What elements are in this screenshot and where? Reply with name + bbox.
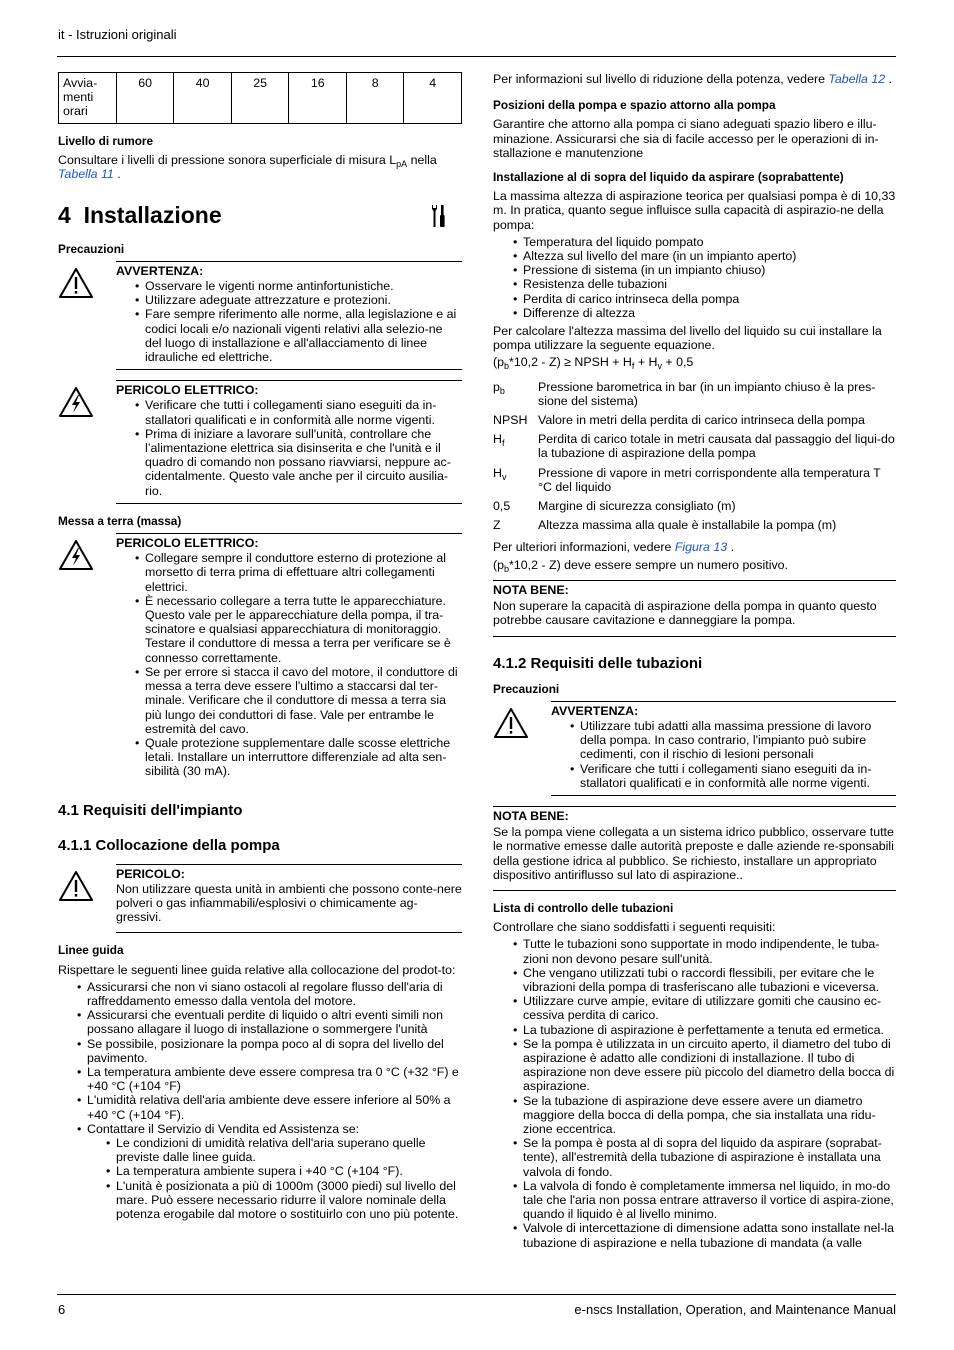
definition-desc: Altezza massima alla quale è installabile la pompa (m): [538, 518, 837, 533]
figure-13-link[interactable]: Figura 13: [674, 540, 728, 555]
term-text: H: [493, 432, 502, 447]
list-item: • Verificare che tutti i collegamenti siano eseguiti da in-stallatori qualificati e in conformità alle norme vigenti.: [570, 762, 896, 790]
list-item: • Prima di iniziare a lavorare sull'unità, controllare che l’alimentazione elettrica sia disinserita e che l'unità e il quadro di comando non possano riavviarsi, neppure ac-cidentalmente. Questo vale anche per il circuito ausilia-rio.: [135, 427, 462, 498]
list-item: • Se la tubazione di aspirazione deve essere avere un diametro maggiore della bocca di della pompa, che sia installata una ridu-zione eccentrica.: [513, 1094, 896, 1137]
list-item: • Utilizzare tubi adatti alla massima pressione di lavoro della pompa. In caso contrario, l'impianto può subire cedimenti, con il rischio di lesioni personali: [570, 719, 896, 762]
list-item: • Se la pompa è posta al di sopra del liquido da aspirare (soprabat-tente), all'estremità della tubazione di aspirazione è installata una valvola di fondo.: [513, 1136, 896, 1179]
definition-desc: Perdita di carico totale in metri causata dal passaggio del liqui-do la tubazione di aspirazione della pompa: [538, 432, 895, 461]
electric-danger-notice: [58, 380, 462, 504]
list-item: • Se la pompa è utilizzata in un circuito aperto, il diametro del tubo di aspirazione è adatto alle condizioni di installazione. Il tubo di aspirazione non deve essere più piccolo del diametro della bocca di aspirazione.: [513, 1037, 896, 1094]
table-cell: 40: [174, 73, 232, 124]
list-item: • Assicurarsi che eventuali perdite di liquido o altri eventi simili non possano allagare il luogo di installazione o sommergere l'unità: [77, 1008, 462, 1036]
list-item: • Perdita di carico intrinseca della pompa: [513, 292, 896, 306]
electric-danger-title: PERICOLO ELETTRICO:: [116, 383, 259, 398]
derating-text: Per informazioni sul livello di riduzione della potenza, vedere: [493, 72, 829, 86]
definition-row: [493, 499, 896, 513]
list-item: • Utilizzare adeguate attrezzature e protezioni.: [135, 293, 462, 307]
list-item: • Che vengano utilizzati tubi o raccordi flessibili, per evitare che le vibrazioni della pompa di trasferiscano alle tubazioni e viceversa.: [513, 966, 896, 994]
header-rule: [57, 56, 896, 57]
warning-list: [570, 719, 896, 790]
warning-triangle-icon: [58, 261, 116, 370]
term-text: Z: [493, 518, 501, 533]
positive-text: (p: [493, 557, 505, 572]
more-info-end: .: [727, 540, 735, 555]
definition-desc: Pressione di vapore in metri corrispondente alla temperatura T °C del liquido: [538, 465, 881, 494]
eq-part: + 0,5: [661, 355, 694, 370]
manual-title: e-nscs Installation, Operation, and Maintenance Manual: [574, 1302, 896, 1317]
list-item: • La tubazione di aspirazione è perfettamente a tenuta ed ermetica.: [513, 1023, 896, 1037]
warning-list: [135, 279, 462, 364]
warning-notice-2: [493, 701, 896, 796]
warning-title: AVVERTENZA:: [551, 703, 639, 718]
precautions-heading: Precauzioni: [58, 241, 125, 256]
starts-per-hour-table: [58, 72, 462, 124]
list-item: • Utilizzare curve ampie, evitare di utilizzare gomiti che causino ec-cessiva perdita di carico.: [513, 994, 896, 1022]
positive-sub: b: [504, 563, 510, 574]
list-item: • Pressione di sistema (in un impianto chiuso): [513, 263, 896, 277]
list-item: • Temperatura del liquido pompato: [513, 235, 896, 249]
warning-title: AVVERTENZA:: [116, 263, 204, 278]
more-info-paragraph: [493, 540, 896, 554]
warning-triangle-icon: [58, 864, 116, 934]
note-text: Non superare la capacità di aspirazione della pompa in quanto questo potrebbe causare cavitazione e danneggiare la pompa.: [493, 599, 877, 628]
list-item: • Osservare le vigenti norme antinfortunistiche.: [135, 279, 462, 293]
list-item: • Altezza sul livello del mare (in un impianto aperto): [513, 249, 896, 263]
checklist-intro: Controllare che siano soddisfatti i seguenti requisiti:: [493, 920, 776, 935]
derating-paragraph: [493, 72, 896, 86]
definition-row: [493, 518, 896, 532]
section-number: 4: [58, 201, 71, 228]
eq-sub: b: [504, 361, 510, 372]
list-item: • È necessario collegare a terra tutte le apparecchiature. Questo vale per le apparecchiature della pompa, il tra-scinatore e qualsiasi apparecchiatura di monitoraggio. Testare il conduttore di messa a terra per verificare se è connesso correttamente.: [135, 594, 462, 665]
calc-text: Per calcolare l'altezza massima del livello del liquido su cui installare la pompa utilizzare la seguente equazione.: [493, 324, 882, 353]
term-text: 0,5: [493, 499, 511, 514]
term-text: NPSH: [493, 413, 528, 428]
note-title: NOTA BENE:: [493, 582, 569, 597]
list-item: • Le condizioni di umidità relativa dell'aria superano quelle previste dalle linee guida.: [106, 1136, 462, 1164]
pump-position-text: Garantire che attorno alla pompa ci siano adeguati spazio libero e illu-minazione. Assicurarsi che sia di facile accesso per le operazioni di in-stallazione e manutenzione: [493, 117, 879, 160]
electric-danger-list: [135, 551, 462, 778]
eq-part: (p: [493, 355, 505, 370]
list-item: • Se possibile, posizionare la pompa poco al di sopra del livello del pavimento.: [77, 1037, 462, 1065]
danger-notice: [58, 864, 462, 934]
checklist-list: [513, 937, 896, 1249]
electric-danger-notice-2: [58, 533, 462, 783]
definition-term: [493, 518, 538, 532]
section-4-1-2-heading: 4.1.2 Requisiti delle tubazioni: [493, 654, 703, 672]
term-sub: f: [501, 438, 505, 449]
electric-hazard-icon: [58, 380, 116, 504]
section-4-1-heading: 4.1 Requisiti dell'impianto: [58, 801, 243, 819]
electric-danger-title: PERICOLO ELETTRICO:: [116, 536, 259, 551]
term-sub: b: [499, 385, 505, 396]
table-cell: 4: [404, 73, 462, 124]
section-4-1-1-heading: 4.1.1 Collocazione della pompa: [58, 836, 280, 854]
list-item: • Contattare il Servizio di Vendita ed Assistenza se:: [77, 1122, 462, 1136]
note-text: Se la pompa viene collegata a un sistema idrico pubblico, osservare tutte le normative emesse dalle autorità preposte e dalle aziende re-sponsabili della gestione idrica al pubblico. Se richiesto, installare un appropriato dispositivo antiriflusso sul lato di aspirazione..: [493, 825, 894, 882]
list-item: • Resistenza delle tubazioni: [513, 277, 896, 291]
danger-text: Non utilizzare questa unità in ambienti che possono conte-nere polveri o gas infiammabili/esplosivi o chimicamente ag-gressivi.: [116, 881, 462, 925]
noise-paragraph: [58, 153, 462, 181]
positive-text-2: *10,2 - Z) deve essere sempre un numero positivo.: [509, 557, 788, 572]
warning-notice: [58, 261, 462, 370]
list-item: • Fare sempre riferimento alle norme, alla legislazione e ai codici locali e/o nazionali vigenti relativi alla selezio-ne del luogo di installazione e all'allacciamento di linee idrauliche ed elettriche.: [135, 307, 462, 364]
list-item: • La temperatura ambiente deve essere compresa tra 0 °C (+32 °F) e +40 °C (+104 °F): [77, 1065, 462, 1093]
definition-row: [493, 466, 896, 494]
section-4-heading: [58, 202, 462, 228]
eq-part: *10,2 - Z) ≥ NPSH + H: [509, 355, 632, 370]
equation: [493, 355, 896, 372]
noise-end: .: [113, 167, 121, 182]
suction-factors-list: [513, 235, 896, 320]
suction-lift-intro: La massima altezza di aspirazione teorica per qualsiasi pompa è di 10,33 m. In pratica, quanto segue influisce sulla capacità di aspirazio-ne della pompa:: [493, 189, 896, 232]
list-item: • La valvola di fondo è completamente immersa nel liquido, in mo-do tale che l'aria non possa entrare attraverso il vortice di aspira-zione, quando il liquido è al livello minimo.: [513, 1179, 896, 1222]
list-item: • Collegare sempre il conduttore esterno di protezione al morsetto di terra prima di effettuare altri collegamenti elettrici.: [135, 551, 462, 594]
definition-term: [493, 432, 538, 460]
list-item: • Quale protezione supplementare dalle scosse elettriche letali. Installare un interruttore differenziale ad alta sen-sibilità (30 mA).: [135, 736, 462, 779]
list-item: • Se per errore si stacca il cavo del motore, il conduttore di messa a terra deve essere l'ultimo a staccarsi dal ter-minale. Verificare che il conduttore di messa a terra sia più lungo dei conduttori di fase. Vale per entrambe le estremità del cavo.: [135, 665, 462, 736]
term-text: p: [493, 379, 500, 394]
note-box-2: [493, 806, 896, 891]
definition-row: [493, 380, 896, 408]
footer-rule: [57, 1294, 896, 1295]
eq-sub: f: [631, 361, 635, 372]
table-11-link[interactable]: Tabella 11: [58, 167, 114, 182]
term-sub: v: [501, 471, 507, 482]
guidelines-nested-list: [106, 1136, 462, 1221]
eq-part: + H: [634, 355, 658, 370]
eq-sub: v: [657, 361, 662, 372]
definition-desc: Valore in metri della perdita di carico intrinseca della pompa: [538, 413, 865, 428]
page-number: 6: [58, 1302, 66, 1317]
definition-desc: Pressione barometrica in bar (in un impianto chiuso è la pres-sione del sistema): [538, 379, 876, 408]
definitions-list: [493, 380, 896, 533]
electric-danger-list: [135, 398, 462, 497]
definition-row: [493, 413, 896, 427]
guidelines-heading: Linee guida: [58, 943, 124, 958]
ground-heading: Messa a terra (massa): [58, 513, 182, 528]
danger-title: PERICOLO:: [116, 866, 185, 881]
list-item: • L'unità è posizionata a più di 1000m (3000 piedi) sul livello del mare. Può essere necessario ridurre il valore nominale della potenza erogabile dal motore o sostituirlo con uno più potente.: [106, 1179, 462, 1222]
guidelines-list: [77, 980, 462, 1136]
checklist-heading: Lista di controllo delle tubazioni: [493, 900, 674, 915]
table-cell: 8: [347, 73, 404, 124]
pump-position-heading: Posizioni della pompa e spazio attorno alla pompa: [493, 98, 776, 113]
list-item: • Verificare che tutti i collegamenti siano eseguiti da in-stallatori qualificati e in conformità alle norme vigenti.: [135, 398, 462, 426]
table-12-link[interactable]: Tabella 12: [828, 72, 886, 86]
derating-end: .: [885, 72, 893, 86]
noise-sub: pA: [396, 159, 408, 170]
right-column: [493, 72, 896, 1250]
table-row: [59, 73, 462, 124]
definition-term: [493, 413, 538, 427]
more-info-text: Per ulteriori informazioni, vedere: [493, 540, 675, 555]
page-header: it - Istruzioni originali: [58, 27, 177, 42]
table-cell: 60: [116, 73, 174, 124]
note-title: NOTA BENE:: [493, 808, 569, 823]
list-item: • Valvole di intercettazione di dimensione adatta sono installate nel-la tubazione di aspirazione e nella tubazione di mandata (a valle: [513, 1221, 896, 1249]
definition-desc: Margine di sicurezza consigliato (m): [538, 499, 736, 514]
definition-term: [493, 466, 538, 494]
list-item: • La temperatura ambiente supera i +40 °C (+104 °F).: [106, 1164, 462, 1178]
noise-text: Consultare i livelli di pressione sonora superficiale di misura L: [58, 153, 397, 168]
list-item: • Assicurarsi che non vi siano ostacoli al regolare flusso dell'aria di raffreddamento emesso dalla ventola del motore.: [77, 980, 462, 1008]
table-cell-label: Avvia-menti orari: [59, 73, 117, 124]
definition-row: [493, 432, 896, 460]
term-text: H: [493, 465, 502, 480]
electric-hazard-icon: [58, 533, 116, 783]
suction-lift-heading: Installazione al di sopra del liquido da aspirare (soprabattente): [493, 170, 844, 185]
list-item: • L'umidità relativa dell'aria ambiente deve essere inferiore al 50% a +40 °C (+104 °F).: [77, 1093, 462, 1121]
section-title: Installazione: [83, 201, 222, 228]
noise-heading: Livello di rumore: [58, 134, 154, 148]
list-item: • Differenze di altezza: [513, 306, 896, 320]
table-cell: 16: [289, 73, 347, 124]
note-box: [493, 580, 896, 637]
precautions-heading-2: Precauzioni: [493, 681, 560, 696]
guidelines-intro: Rispettare le seguenti linee guida relative alla collocazione del prodot-to:: [58, 962, 456, 977]
definition-term: [493, 380, 538, 408]
left-column: [58, 72, 462, 1221]
warning-triangle-icon: [493, 701, 551, 796]
wrench-screwdriver-icon: [430, 204, 446, 233]
table-cell: 25: [231, 73, 289, 124]
list-item: • Tutte le tubazioni sono supportate in modo indipendente, le tuba-zioni non devono pesare sull'unità.: [513, 937, 896, 965]
positive-paragraph: [493, 558, 896, 572]
definition-term: [493, 499, 538, 513]
noise-text-after: nella: [407, 153, 437, 168]
